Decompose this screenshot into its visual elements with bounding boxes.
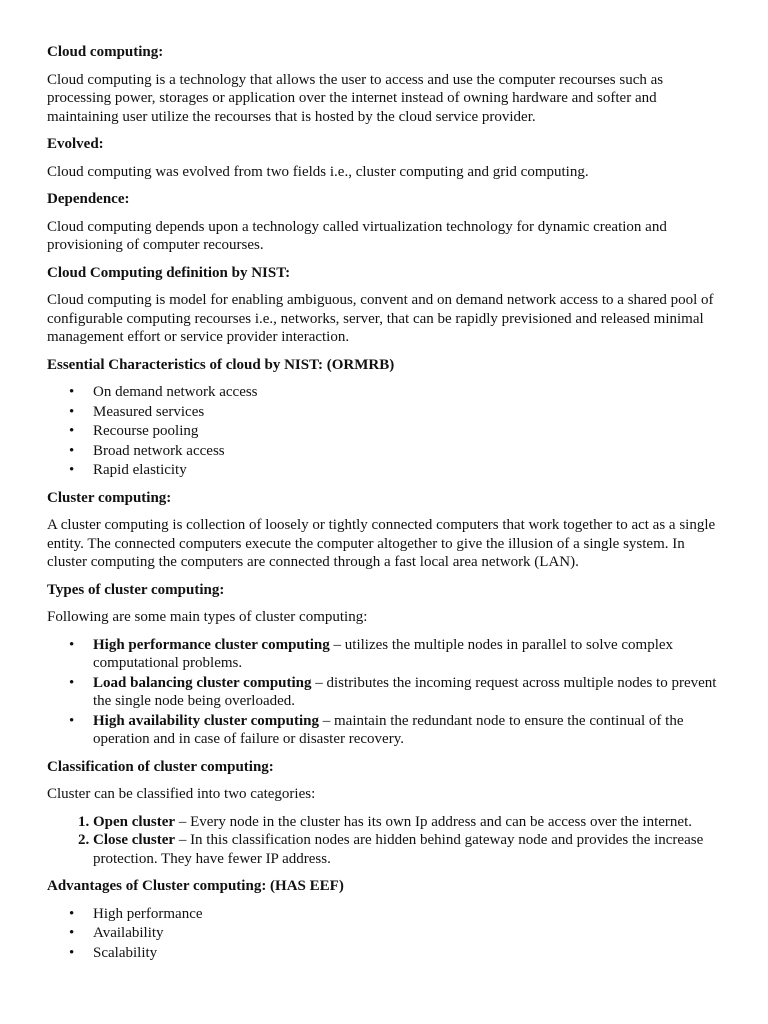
- evolved-paragraph: Cloud computing was evolved from two fields i.e., cluster computing and grid computing.: [47, 163, 589, 180]
- cluster-types-intro: Following are some main types of cluster computing:: [47, 609, 368, 625]
- classification-heading: Classification of cluster computing:: [47, 758, 274, 775]
- document-page: [47, 43, 725, 971]
- nist-characteristics-list: [47, 383, 725, 480]
- list-item-term: High performance cluster computing: [93, 636, 330, 653]
- list-item: • Scalability: [93, 944, 725, 963]
- list-item: [93, 636, 725, 673]
- list-item: • Availability: [93, 924, 725, 943]
- dependence-paragraph: Cloud computing depends upon a technology called virtualization technology for dynamic creation and provisioning of computer recourses.: [47, 218, 667, 253]
- classification-intro: Cluster can be classified into two categories:: [47, 786, 316, 802]
- list-item-desc: – Every node in the cluster has its own Ip address and can be access over the internet.: [175, 813, 692, 830]
- cluster-computing-paragraph: A cluster computing is collection of loosely or tightly connected computers that work together to act as a single entity. The connected computers execute the computer altogether to give the illusion of a single system. In cluster computing the computers are connected through a fast local area network (LAN).: [47, 517, 716, 570]
- list-item: • Recourse pooling: [93, 422, 725, 441]
- advantages-list: [47, 905, 725, 963]
- list-item-desc: – maintain the redundant node to ensure the continual of the operation and in case of failure or disaster recovery.: [93, 712, 684, 747]
- evolved-heading: Evolved:: [47, 136, 104, 152]
- list-item-term: Open cluster: [93, 813, 176, 830]
- list-item: [93, 813, 725, 832]
- list-item: • Rapid elasticity: [93, 461, 725, 480]
- list-item-desc: – distributes the incoming request across multiple nodes to prevent the single node being overloaded.: [93, 674, 717, 709]
- list-item: • On demand network access: [93, 383, 725, 402]
- list-item: • Measured services: [93, 403, 725, 422]
- list-item: [93, 831, 725, 868]
- list-item: • High performance: [93, 905, 725, 924]
- list-item-term: High availability cluster computing: [93, 712, 319, 729]
- cluster-computing-heading: Cluster computing:: [47, 489, 172, 506]
- list-item-term: Close cluster: [93, 832, 176, 848]
- nist-definition-heading: Cloud Computing definition by NIST:: [47, 264, 291, 281]
- list-item: • Broad network access: [93, 442, 725, 461]
- cloud-computing-heading: Cloud computing:: [47, 44, 164, 60]
- list-item: [93, 712, 725, 749]
- list-item: [93, 674, 725, 711]
- list-item-term: Load balancing cluster computing: [93, 674, 312, 691]
- cluster-types-heading: Types of cluster computing:: [47, 581, 225, 598]
- cluster-types-list: [47, 636, 725, 749]
- nist-definition-paragraph: Cloud computing is model for enabling ambiguous, convent and on demand network access to a shared pool of configurable computing recourses i.e., networks, server, that can be rapidly previsioned and released minimal management effort or service provider interaction.: [47, 292, 714, 345]
- nist-characteristics-heading: Essential Characteristics of cloud by NIST: (ORMRB): [47, 356, 395, 373]
- classification-list: [47, 813, 725, 869]
- cloud-computing-paragraph: Cloud computing is a technology that allows the user to access and use the computer recourses such as processing power, storages or application over the internet instead of owning hardware and softer and maintaining user utilize the recourses that is hosted by the cloud service provider.: [47, 71, 664, 125]
- list-item-desc: – utilizes the multiple nodes in parallel to solve complex computational problems.: [93, 636, 674, 671]
- dependence-heading: Dependence:: [47, 191, 130, 207]
- advantages-heading: Advantages of Cluster computing: (HAS EEF): [47, 878, 344, 894]
- list-item-desc: – In this classification nodes are hidden behind gateway node and provides the increase protection. They have fewer IP address.: [93, 832, 704, 867]
